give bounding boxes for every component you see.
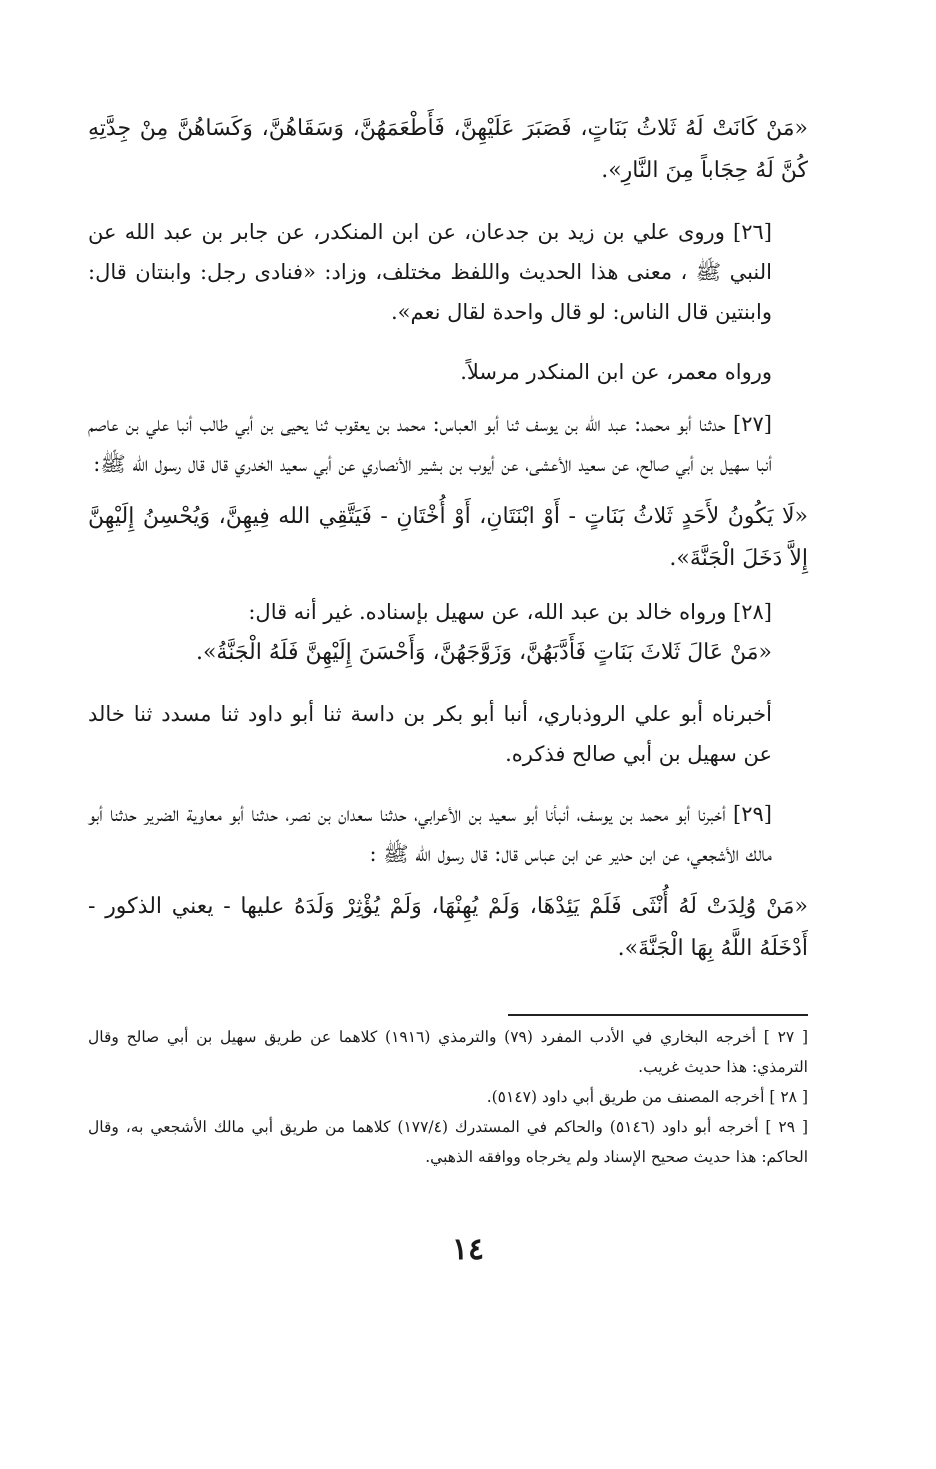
narration-abu-dawud: أخبرناه أبو علي الروذباري، أنبا أبو بكر بن داسة ثنا أبو داود ثنا مسدد ثنا خالد عن سهيل بن أبي صالح فذكره.: [88, 702, 772, 766]
hadith-text: «لَا يَكُونُ لأَحَدٍ ثَلاثُ بَنَاتٍ - أَوْ ابْنَتَانِ، أَوْ أُخْتَانِ - فَيَتَّقِي الله فِيهِنَّ، وَيُحْسِنُ إِلَيْهِنَّ إِلاَّ دَخَلَ الْجَنَّةَ».: [88, 504, 808, 571]
footnote-separator: [508, 1014, 808, 1016]
hadith-text: «مَنْ عَالَ ثَلاثَ بَنَاتٍ فَأَدَّبَهُنَّ، وَزَوَّجَهُنَّ، وَأَحْسَنَ إِلَيْهِنَّ فَلَهُ الْجَنَّةُ».: [195, 640, 772, 665]
footnotes: [88, 1022, 808, 1172]
hadith-text: «مَنْ كَانَتْ لَهُ ثَلاثُ بَنَاتٍ، فَصَبَرَ عَلَيْهِنَّ، فَأَطْعَمَهُنَّ، وَسَقَاهُنَّ، وَكَسَاهُنَّ مِنْ جِدَّتِهِ كُنَّ لَهُ حِجَاباً مِنَ النَّارِ».: [88, 116, 808, 183]
narration-mursal: ورواه معمر، عن ابن المنكدر مرسلاً.: [460, 360, 772, 384]
narration-28: [٢٨] ورواه خالد بن عبد الله، عن سهيل بإسناده. غير أنه قال:: [248, 600, 772, 624]
narration-29: [٢٩] أخبرنا أبو محمد بن يوسف، أنبأنا أبو سعيد بن الأعرابي، حدثنا سعدان بن نصر، حدثنا أبو معاوية الضرير حدثنا أبو مالك الأشجعي، عن ابن حدير عن ابن عباس قال: قال رسول الله ﷺ :: [88, 802, 772, 866]
narration-26: [٢٦] وروى علي بن زيد بن جدعان، عن ابن المنكدر، عن جابر بن عبد الله عن النبي ﷺ ، معنى هذا الحديث واللفظ مختلف، وزاد: «فنادى رجل: وابنتان قال: وابنتين قال الناس: لو قال واحدة لقال نعم».: [88, 220, 772, 324]
footnote-28: [ ٢٨ ] أخرجه المصنف من طريق أبي داود (٥١٤٧).: [486, 1088, 808, 1106]
narration-27: [٢٧] حدثنا أبو محمد: عبد الله بن يوسف ثنا أبو العباس: محمد بن يعقوب ثنا يحيى بن أبي طالب أنبا علي بن عاصم أنبا سهيل بن أبي صالح، عن سعيد الأعشى، عن أيوب بن بشير الأنصاري عن أبي سعيد الخدري قال قال رسول الله ﷺ:: [88, 412, 772, 476]
hadith-text: «مَنْ وُلِدَتْ لَهُ أُنْثَى فَلَمْ يَئِدْهَا، وَلَمْ يُهِنْهَا، وَلَمْ يُؤْثِرْ وَلَدَهُ عليها - يعني الذكور - أَدْخَلَهُ اللَّهُ بِهَا الْجَنَّةَ».: [88, 894, 808, 961]
footnote-27: [ ٢٧ ] أخرجه البخاري في الأدب المفرد (٧٩) والترمذي (١٩١٦) كلاهما عن طريق سهيل بن أبي صالح وقال الترمذي: هذا حديث غريب.: [88, 1028, 808, 1076]
page-number: ١٤: [451, 1232, 485, 1267]
footnote-29: [ ٢٩ ] أخرجه أبو داود (٥١٤٦) والحاكم في المستدرك (١٧٧/٤) كلاهما من طريق أبي مالك الأشجعي به، وقال الحاكم: هذا حديث صحيح الإسناد ولم يخرجاه ووافقه الذهبي.: [88, 1118, 808, 1166]
